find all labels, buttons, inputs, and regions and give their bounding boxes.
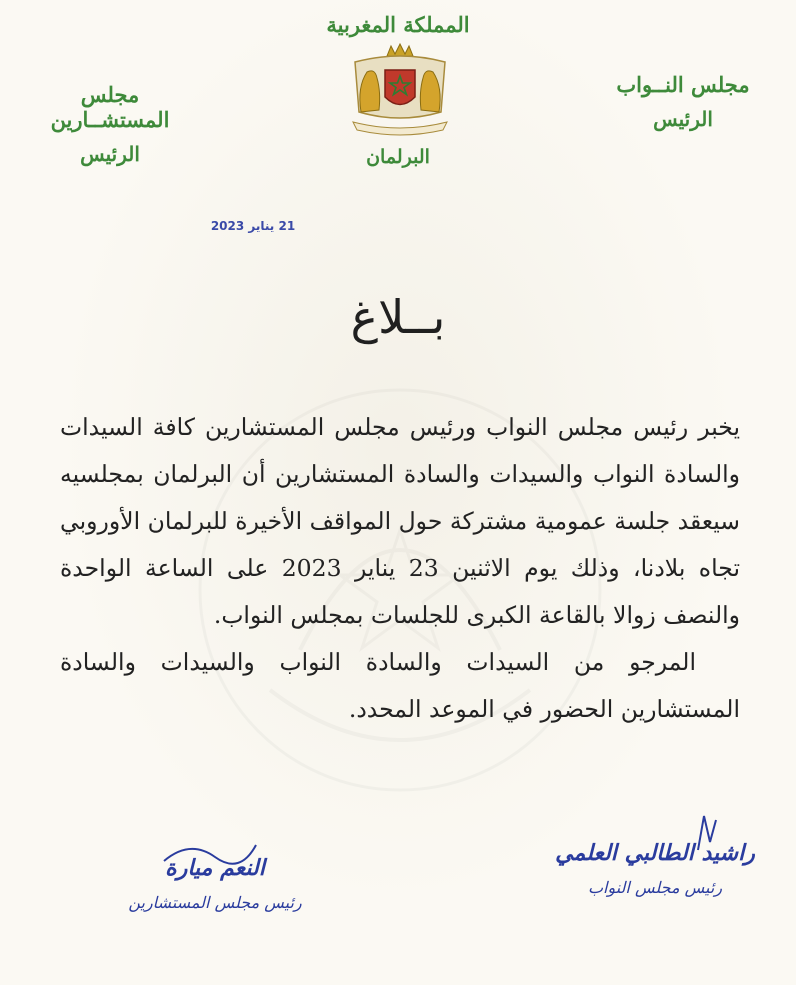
signature-name-left: النعم ميارة: [165, 855, 265, 881]
house-of-councillors-header: [20, 82, 200, 166]
signature-title-right: رئيس مجلس النواب: [587, 878, 723, 897]
parliament-label: البرلمان: [366, 146, 430, 168]
communique-body: [60, 404, 740, 733]
house-of-councillors-name: مجلس المستشــارين: [50, 82, 170, 132]
signature-block-left: [100, 855, 330, 912]
house-of-representatives-title: الرئيس: [653, 107, 713, 131]
signature-title-left: رئيس مجلس المستشارين: [128, 893, 302, 912]
moroccan-coat-of-arms-icon: [345, 42, 455, 137]
signature-flourish-icon: [690, 812, 730, 852]
document-title: بــلاغ: [350, 290, 446, 344]
body-paragraph-1: يخبر رئيس مجلس النواب ورئيس مجلس المستشارين كافة السيدات والسادة النواب والسيدات والسادة المستشارين أن البرلمان بمجلسيه سيعقد جلسة عمومية مشتركة حول المواقف الأخيرة للبرلمان الأوروبي تجاه بلادنا، وذلك يوم الاثنين 23 يناير 2023 على الساعة الواحدة والنصف زوالا بالقاعة الكبرى للجلسات بمجلس النواب.: [60, 413, 740, 629]
signature-block-right: [540, 840, 770, 897]
house-of-representatives-name: مجلس النــواب: [616, 72, 750, 97]
house-of-representatives-header: [598, 72, 768, 131]
date-stamp: 21 يناير 2023: [210, 219, 296, 233]
signature-flourish-icon: [160, 837, 260, 867]
body-paragraph-2: المرجو من السيدات والسادة النواب والسيدات والسادة المستشارين الحضور في الموعد المحدد.: [60, 648, 740, 723]
signature-name-right: راشيد الطالبي العلمي: [555, 840, 755, 866]
house-of-councillors-title: الرئيس: [80, 142, 140, 166]
kingdom-name: المملكة المغربية: [326, 12, 470, 37]
